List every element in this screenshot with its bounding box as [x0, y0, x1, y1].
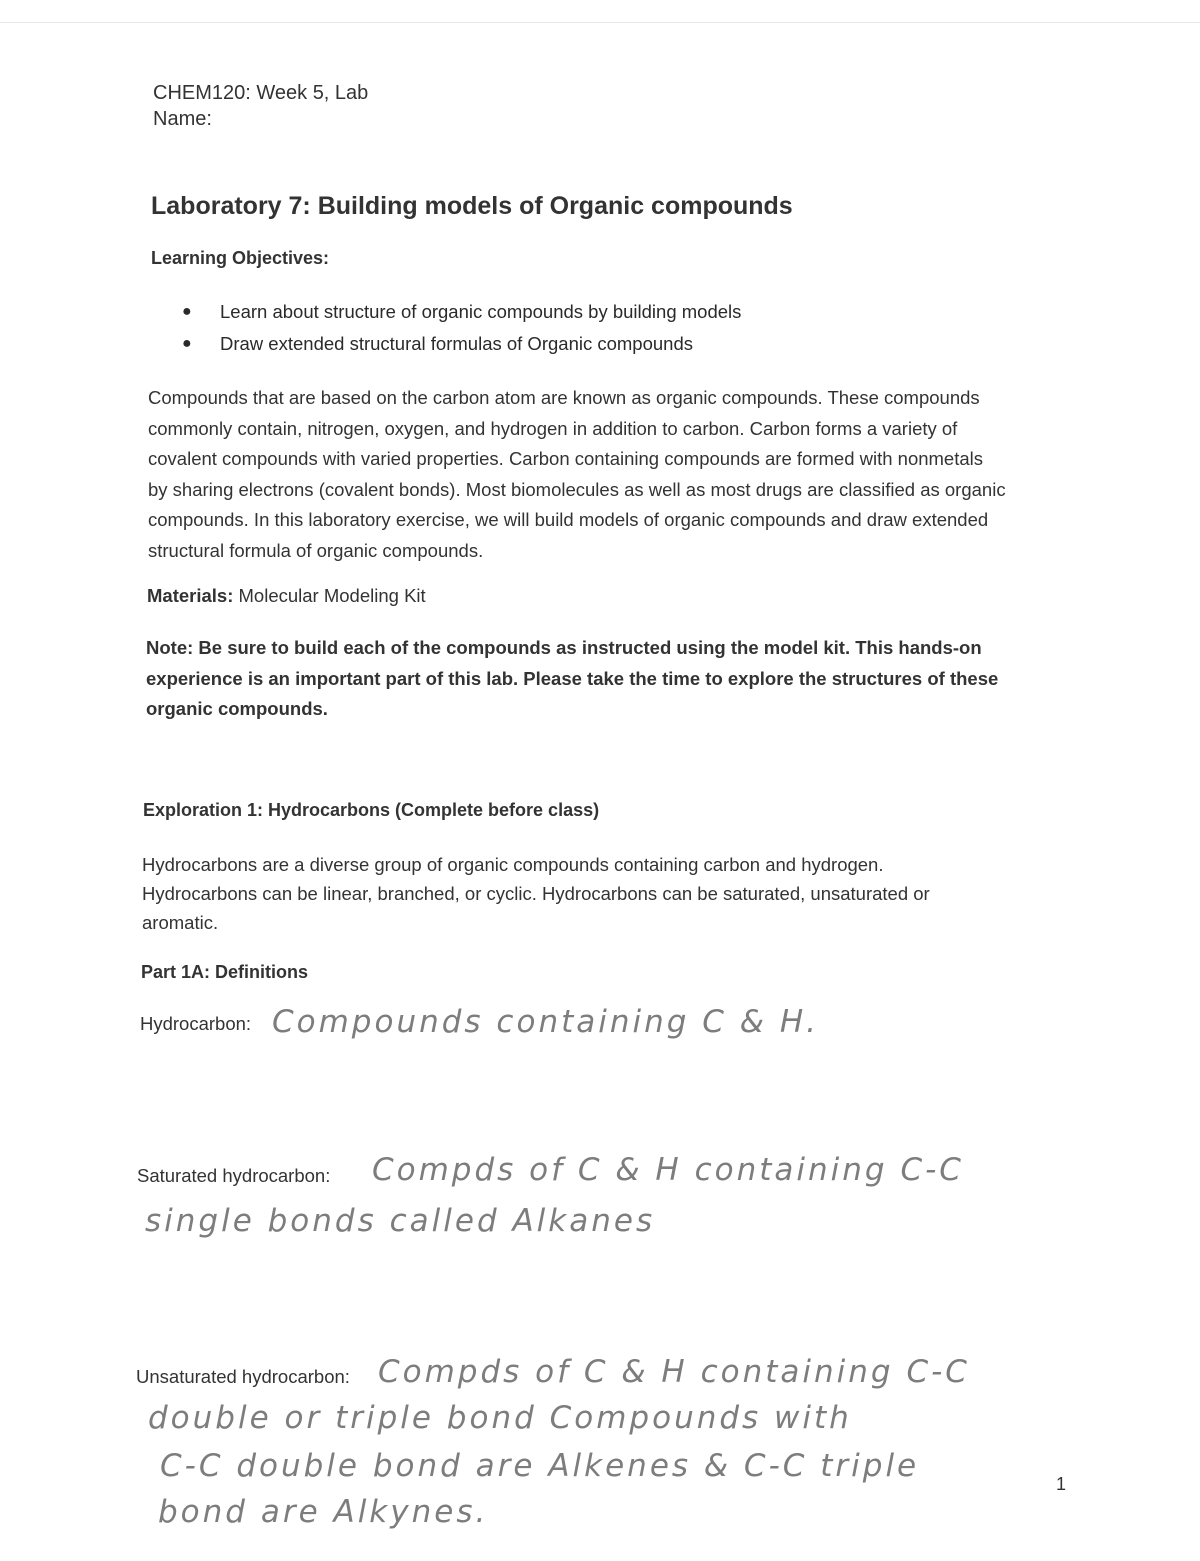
- saturated-label: Saturated hydrocarbon:: [137, 1165, 331, 1186]
- note-paragraph: [146, 633, 998, 725]
- paragraph-line: experience is an important part of this lab. Please take the time to explore the structures of these: [146, 667, 999, 689]
- paragraph-line: Note: Be sure to build each of the compounds as instructed using the model kit. This hands-on: [146, 637, 982, 658]
- unsaturated-answer-line-3: C-C double bond are Alkenes & C-C triple: [160, 1448, 920, 1484]
- exploration-paragraph: [142, 850, 930, 937]
- exploration-heading: Exploration 1: Hydrocarbons (Complete before class): [143, 800, 600, 820]
- paragraph-line: Compounds that are based on the carbon atom are known as organic compounds. These compounds: [148, 387, 980, 408]
- paragraph-line: structural formula of organic compounds.: [148, 539, 484, 561]
- paragraph-line: aromatic.: [142, 912, 219, 933]
- hydrocarbon-answer: Compounds containing C & H.: [272, 1004, 819, 1040]
- unsaturated-answer-line-2: double or triple bond Compounds with: [148, 1400, 852, 1436]
- objective-text: Draw extended structural formulas of Organic compounds: [220, 333, 693, 354]
- paragraph-line: Hydrocarbons are a diverse group of organic compounds containing carbon and hydrogen.: [142, 854, 884, 875]
- paragraph-line: compounds. In this laboratory exercise, we will build models of organic compounds and draw extended: [148, 509, 989, 530]
- materials-label: Materials:: [147, 585, 234, 606]
- objective-text: Learn about structure of organic compounds by building models: [220, 301, 742, 322]
- hydrocarbon-label: Hydrocarbon:: [140, 1013, 252, 1034]
- list-item: [182, 301, 942, 333]
- paragraph-line: organic compounds.: [146, 698, 328, 719]
- unsaturated-answer-line-1: Compds of C & H containing C-C: [378, 1354, 970, 1390]
- paragraph-line: Hydrocarbons can be linear, branched, or cyclic. Hydrocarbons can be saturated, unsaturated or: [142, 883, 930, 904]
- objectives-heading: Learning Objectives:: [151, 248, 330, 268]
- paragraph-line: covalent compounds with varied properties. Carbon containing compounds are formed with nonmetals: [148, 448, 984, 469]
- intro-paragraph: [148, 383, 1006, 566]
- materials-value: Molecular Modeling Kit: [238, 585, 426, 606]
- bullet-icon: ●: [182, 303, 192, 320]
- objectives-list: [182, 301, 942, 365]
- unsaturated-answer-line-4: bond are Alkynes.: [158, 1494, 489, 1530]
- course-header: CHEM120: Week 5, Lab: [153, 82, 369, 104]
- list-item: [182, 333, 942, 365]
- unsaturated-label: Unsaturated hydrocarbon:: [136, 1366, 350, 1387]
- page-number: 1: [1056, 1474, 1067, 1494]
- materials-line: [147, 585, 426, 607]
- scan-edge-line: [0, 22, 1200, 23]
- page-title: Laboratory 7: Building models of Organic compounds: [151, 192, 793, 220]
- name-label: Name:: [153, 108, 212, 130]
- paragraph-line: by sharing electrons (covalent bonds). Most biomolecules as well as most drugs are classified as organic: [148, 478, 1006, 500]
- saturated-answer-line-1: Compds of C & H containing C-C: [372, 1152, 964, 1188]
- saturated-answer-line-2: single bonds called Alkanes: [145, 1203, 656, 1239]
- bullet-icon: ●: [182, 335, 192, 352]
- paragraph-line: commonly contain, nitrogen, oxygen, and hydrogen in addition to carbon. Carbon forms a variety of: [148, 417, 958, 439]
- part1a-heading: Part 1A: Definitions: [141, 962, 309, 982]
